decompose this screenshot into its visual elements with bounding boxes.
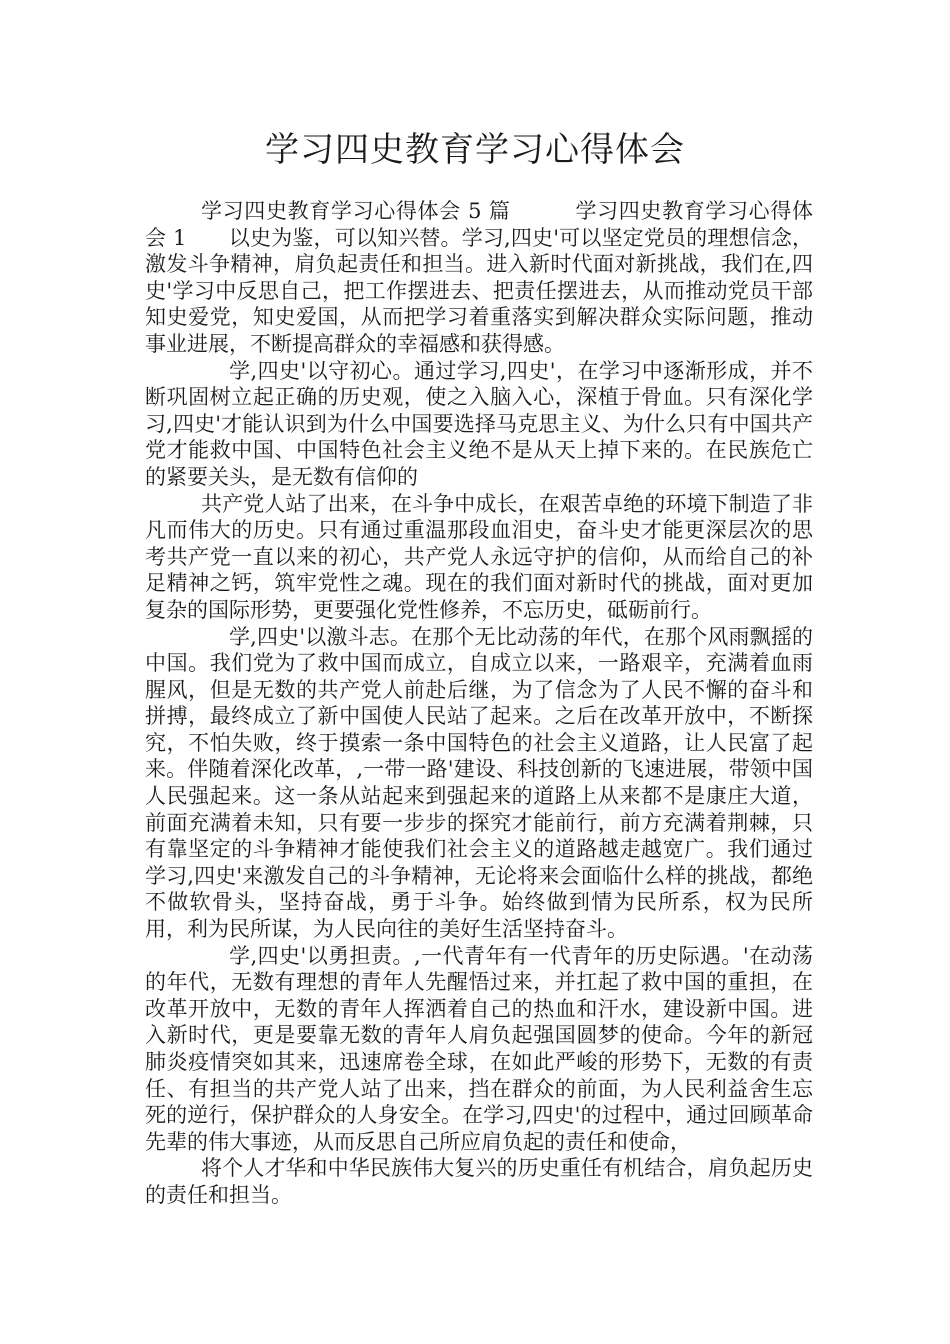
paragraph-keep-original-aspiration: 学,四史'以守初心。通过学习,四史'，在学习中逐渐形成，并不断巩固树立起正确的历史观，使之入脑入心，深植于骨血。只有深化学习,四史'才能认识到为什么中国要选择马克思主义、为什么只有中国共产党才能救中国、中国特色社会主义绝不是从天上掉下来的。在民族危亡的紧要关头，是无数有信仰的 bbox=[145, 358, 813, 489]
document-body bbox=[145, 198, 813, 1209]
paragraph-shoulder-responsibility: 学,四史'以勇担责。,一代青年有一代青年的历史际遇。'在动荡的年代，无数有理想的青年人先醒悟过来，并扛起了救中国的重担，在改革开放中，无数的青年人挥洒着自己的热血和汗水，建设新中国。进入新时代，更是要靠无数的青年人肩负起强国圆梦的使命。今年的新冠肺炎疫情突如其来，迅速席卷全球，在如此严峻的形势下，无数的有责任、有担当的共产党人站了出来，挡在群众的前面，为人民利益舍生忘死的逆行，保护群众的人身安全。在学习,四史'的过程中，通过回顾革命先辈的伟大事迹，从而反思自己所应肩负起的责任和使命， bbox=[145, 943, 813, 1154]
paragraph-communist-history: 共产党人站了出来，在斗争中成长，在艰苦卓绝的环境下制造了非凡而伟大的历史。只有通过重温那段血泪史，奋斗史才能更深层次的思考共产党一直以来的初心，共产党人永远守护的信仰，从而给自己的补足精神之钙，筑牢党性之魂。现在的我们面对新时代的挑战，面对更加复杂的国际形势，更要强化党性修养，不忘历史，砥砺前行。 bbox=[145, 491, 813, 622]
paragraph-intro: 学习四史教育学习心得体会 5 篇 学习四史教育学习心得体会 1 以史为鉴，可以知兴替。学习,四史'可以坚定党员的理想信念，激发斗争精神，肩负起责任和担当。进入新时代面对新挑战，我们在,四史'学习中反思自己，把工作摆进去、把责任摆进去，从而推动党员干部知史爱党，知史爱国，从而把学习着重落实到解决群众实际问题，推动事业进展，不断提高群众的幸福感和获得感。 bbox=[145, 199, 813, 356]
paragraph-inspire-fighting-spirit: 学,四史'以激斗志。在那个无比动荡的年代，在那个风雨飘摇的中国。我们党为了救中国而成立，自成立以来，一路艰辛，充满着血雨腥风，但是无数的共产党人前赴后继，为了信念为了人民不懈的奋斗和拼搏，最终成立了新中国使人民站了起来。之后在改革开放中，不断探究，不怕失败，终于摸索一条中国特色的社会主义道路，让人民富了起来。伴随着深化改革，,一带一路'建设、科技创新的飞速进展，带领中国人民强起来。这一条从站起来到强起来的道路上从来都不是康庄大道，前面充满着未知，只有要一步步的探究才能前行，前方充满着荆棘，只有靠坚定的斗争精神才能使我们社会主义的道路越走越宽广。我们通过学习,四史'来激发自己的斗争精神，无论将来会面临什么样的挑战，都绝不做软骨头，坚持奋战，勇于斗争。始终做到情为民所系，权为民所用，利为民所谋，为人民向往的美好生活坚持奋斗。 bbox=[145, 624, 813, 942]
document-title: 学习四史教育学习心得体会 bbox=[265, 130, 685, 170]
paragraph-conclusion: 将个人才华和中华民族伟大复兴的历史重任有机结合，肩负起历史的责任和担当。 bbox=[145, 1156, 813, 1207]
